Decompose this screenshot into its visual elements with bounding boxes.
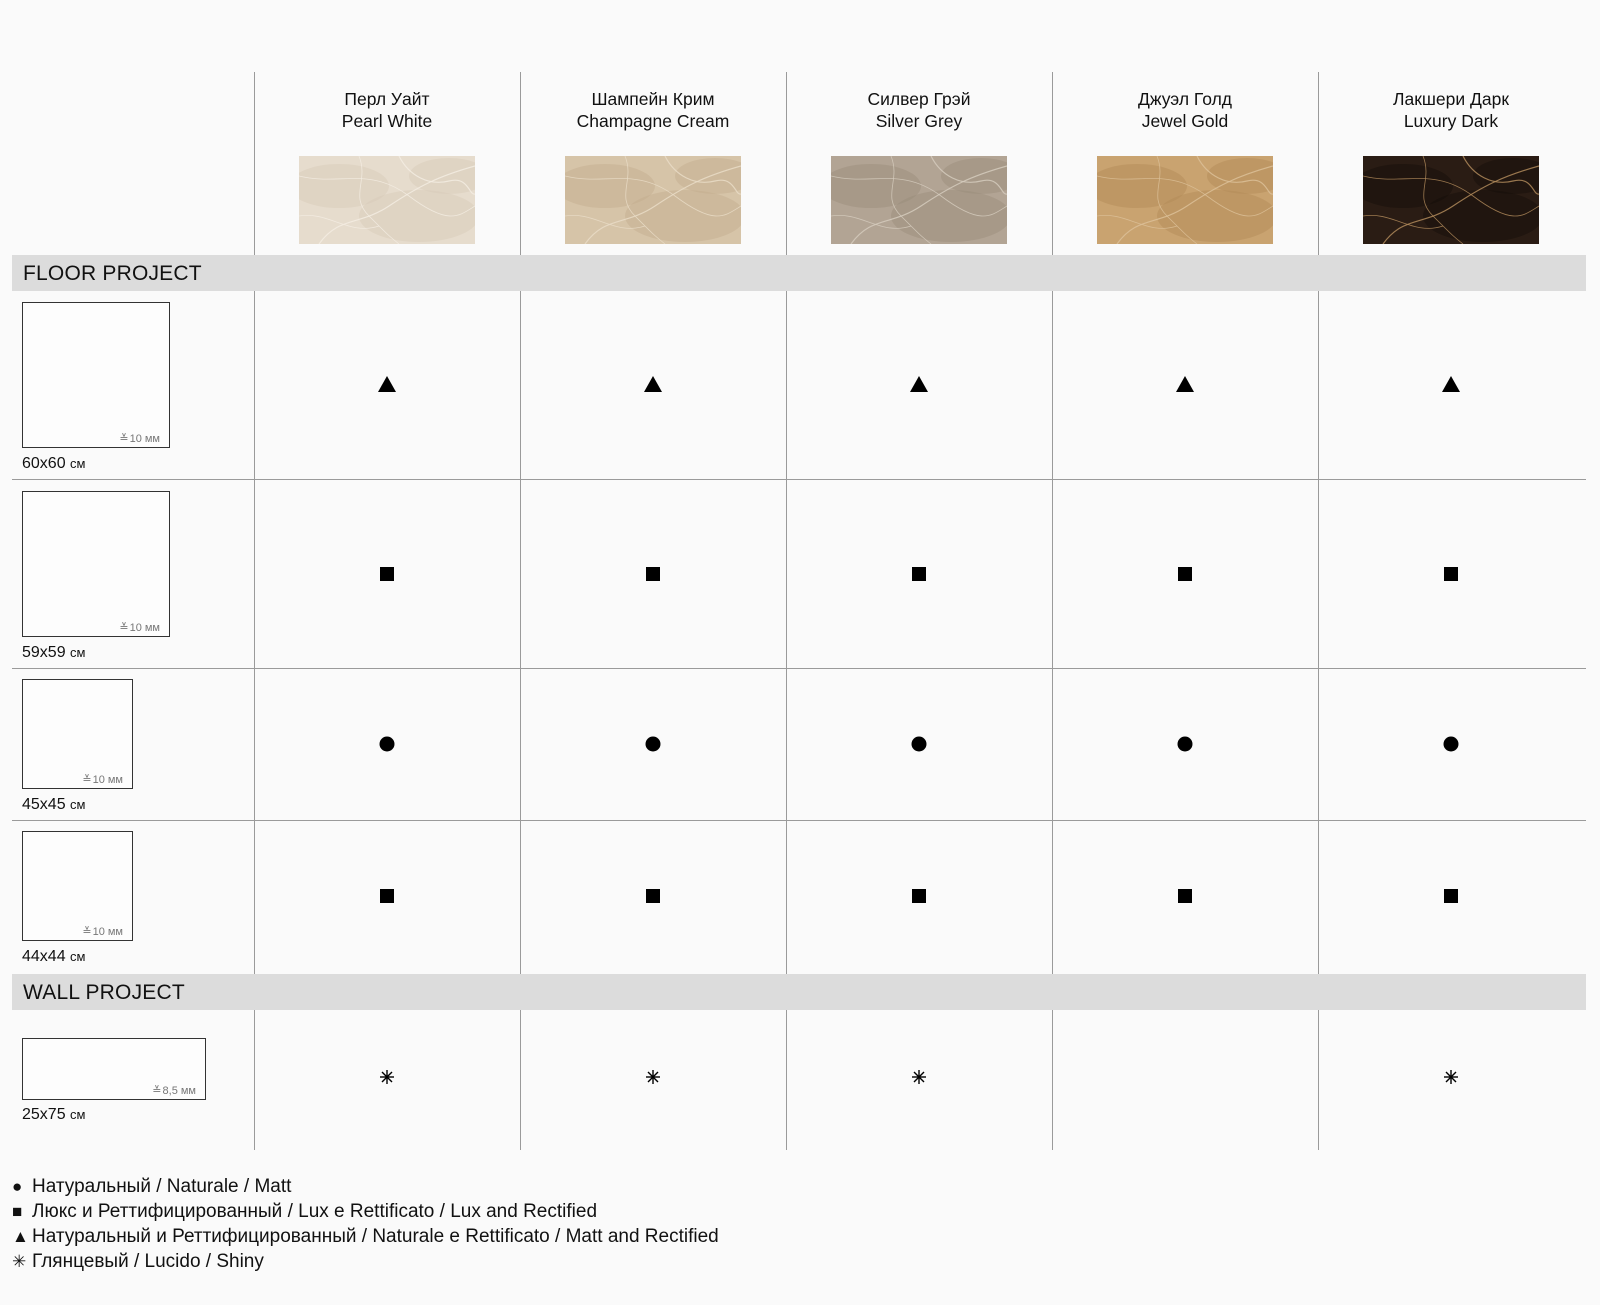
square-icon [1436, 559, 1466, 589]
thickness-label: ≚10 мм [82, 774, 123, 786]
column-header [786, 88, 1052, 132]
legend-item: ● Натуральный / Naturale / Matt [12, 1176, 292, 1197]
thickness-label: ≚10 мм [119, 433, 160, 445]
column-header [1318, 88, 1584, 132]
column-header [520, 88, 786, 132]
thickness-icon: ≚ [152, 1085, 162, 1097]
asterisk-icon [372, 1062, 402, 1092]
asterisk-icon [904, 1062, 934, 1092]
circle-icon [372, 729, 402, 759]
tile-swatch-image [1363, 156, 1539, 244]
row-divider [12, 820, 1586, 821]
tile-format-diagram [22, 679, 133, 789]
thickness-icon: ≚ [82, 774, 92, 786]
thickness-icon: ≚ [119, 622, 129, 634]
color-name-ru: Перл Уайт [344, 89, 430, 109]
triangle-icon: ▲ [12, 1227, 29, 1246]
color-name-ru: Шампейн Крим [591, 89, 715, 109]
triangle-icon [1436, 370, 1466, 400]
circle-icon [638, 729, 668, 759]
triangle-icon [904, 370, 934, 400]
color-name-ru: Лакшери Дарк [1393, 89, 1509, 109]
thickness-label: ≚10 мм [82, 926, 123, 938]
tile-swatch-image [299, 156, 475, 244]
square-icon [372, 881, 402, 911]
square-icon [1436, 881, 1466, 911]
asterisk-icon [1436, 1062, 1466, 1092]
triangle-icon [638, 370, 668, 400]
square-icon [1170, 559, 1200, 589]
tile-size-label: 44x44 см [22, 948, 86, 965]
tile-swatch-image [831, 156, 1007, 244]
circle-icon [1170, 729, 1200, 759]
square-icon [638, 559, 668, 589]
section-floor-project [12, 255, 1586, 291]
color-name-en: Luxury Dark [1403, 111, 1499, 131]
tile-format-diagram [22, 831, 133, 941]
triangle-icon [1170, 370, 1200, 400]
asterisk-icon: ✳ [12, 1252, 27, 1271]
thickness-label: ≚8,5 мм [152, 1085, 196, 1097]
square-icon [372, 559, 402, 589]
tile-swatch-image [1097, 156, 1273, 244]
square-icon [638, 881, 668, 911]
section-wall-project [12, 974, 1586, 1010]
legend-item: ✳ Глянцевый / Lucido / Shiny [12, 1251, 264, 1272]
tile-size-label: 60x60 см [22, 455, 86, 472]
legend-item: ■ Люкс и Реттифицированный / Lux e Rettificato / Lux and Rectified [12, 1201, 598, 1222]
triangle-icon [372, 370, 402, 400]
tile-format-diagram [22, 491, 170, 637]
tile-swatch-image [565, 156, 741, 244]
section-title: WALL PROJECT [23, 981, 185, 1004]
color-name-ru: Силвер Грэй [867, 89, 971, 109]
circle-icon [1436, 729, 1466, 759]
asterisk-icon [638, 1062, 668, 1092]
column-header [254, 88, 520, 132]
thickness-label: ≚10 мм [119, 622, 160, 634]
column-header [1052, 88, 1318, 132]
square-icon [904, 559, 934, 589]
legend-item: ▲ Натуральный и Реттифицированный / Naturale e Rettificato / Matt and Rectified [12, 1226, 719, 1247]
color-name-en: Champagne Cream [576, 111, 730, 131]
circle-icon: ● [12, 1177, 23, 1196]
row-divider [12, 479, 1586, 480]
color-name-ru: Джуэл Голд [1137, 89, 1232, 109]
thickness-icon: ≚ [82, 926, 92, 938]
square-icon [904, 881, 934, 911]
color-name-en: Silver Grey [875, 111, 963, 131]
circle-icon [904, 729, 934, 759]
tile-format-diagram [22, 302, 170, 448]
row-divider [12, 668, 1586, 669]
tile-format-diagram [22, 1038, 206, 1100]
tile-size-label: 45x45 см [22, 796, 86, 813]
square-icon: ■ [12, 1202, 23, 1221]
color-name-en: Jewel Gold [1141, 111, 1229, 131]
section-title: FLOOR PROJECT [23, 262, 202, 285]
tile-size-label: 59x59 см [22, 644, 86, 661]
color-name-en: Pearl White [341, 111, 433, 131]
thickness-icon: ≚ [119, 433, 129, 445]
tile-size-label: 25x75 см [22, 1106, 86, 1123]
square-icon [1170, 881, 1200, 911]
